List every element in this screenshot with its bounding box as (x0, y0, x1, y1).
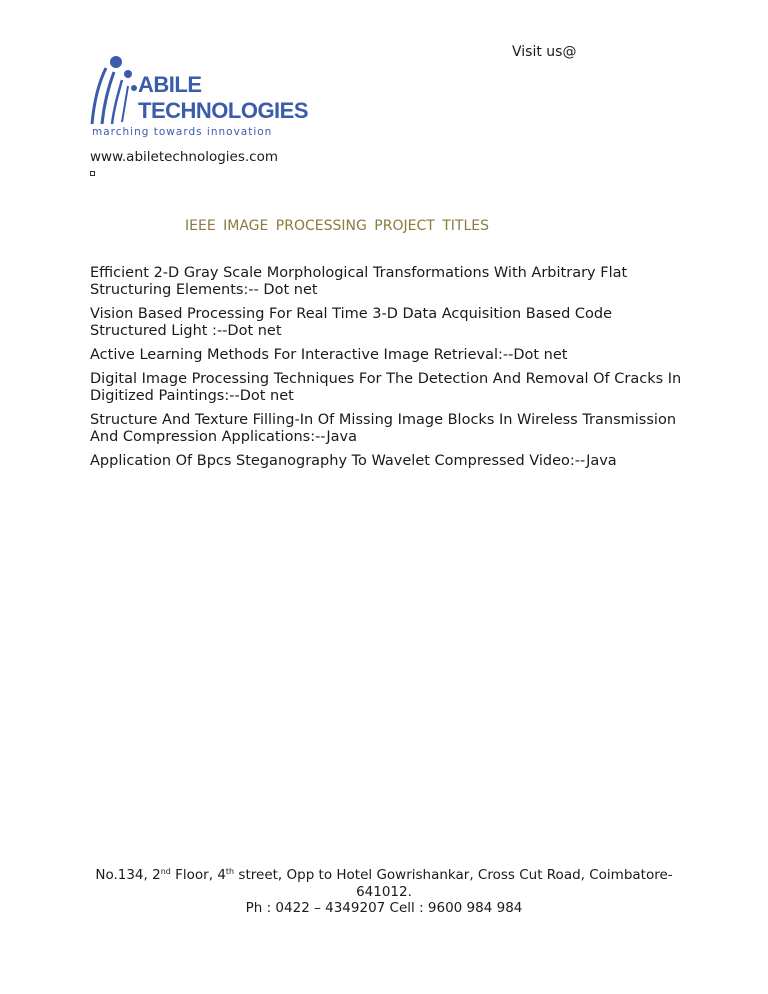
address-part: street, Opp to Hotel Gowrishankar, Cross Cut Road, Coimbatore-641012. (234, 867, 673, 900)
project-titles-list (90, 265, 690, 477)
logo-word-abile: ABILE (138, 72, 202, 97)
list-item: Application Of Bpcs Steganography To Wavelet Compressed Video:--Java (90, 453, 617, 469)
logo-tagline: marching towards innovation (92, 126, 273, 138)
address-sup: nd (160, 867, 171, 876)
logo-figures-icon (88, 54, 144, 130)
list-item: Active Learning Methods For Interactive Image Retrieval:--Dot net (90, 347, 568, 363)
list-item: Structure And Texture Filling-In Of Missing Image Blocks In Wireless Transmission And Compression Applications:--Java (90, 412, 677, 445)
address-part: No.134, 2 (95, 867, 161, 883)
company-logo (88, 54, 309, 140)
website-link[interactable]: www.abiletechnologies.com (90, 149, 279, 165)
footer-address (84, 867, 684, 917)
address-part: Floor, 4 (170, 867, 226, 883)
logo-word-technologies: TECHNOLOGIES (138, 98, 309, 123)
list-item: Digital Image Processing Techniques For The Detection And Removal Of Cracks In Digitized Paintings:--Dot net (90, 371, 682, 404)
page-heading: IEEE IMAGE PROCESSING PROJECT TITLES (185, 218, 489, 234)
list-item: Vision Based Processing For Real Time 3-D Data Acquisition Based Code Structured Light :--Dot net (90, 306, 612, 339)
phone-line: Ph : 0422 – 4349207 Cell : 9600 984 984 (245, 900, 523, 916)
address-sup: th (225, 867, 235, 876)
small-square-icon (90, 171, 95, 176)
address-line (84, 867, 684, 900)
list-item: Efficient 2-D Gray Scale Morphological Transformations With Arbitrary Flat Structuring Elements:-- Dot net (90, 265, 628, 298)
visit-us-label: Visit us@ (512, 44, 577, 60)
